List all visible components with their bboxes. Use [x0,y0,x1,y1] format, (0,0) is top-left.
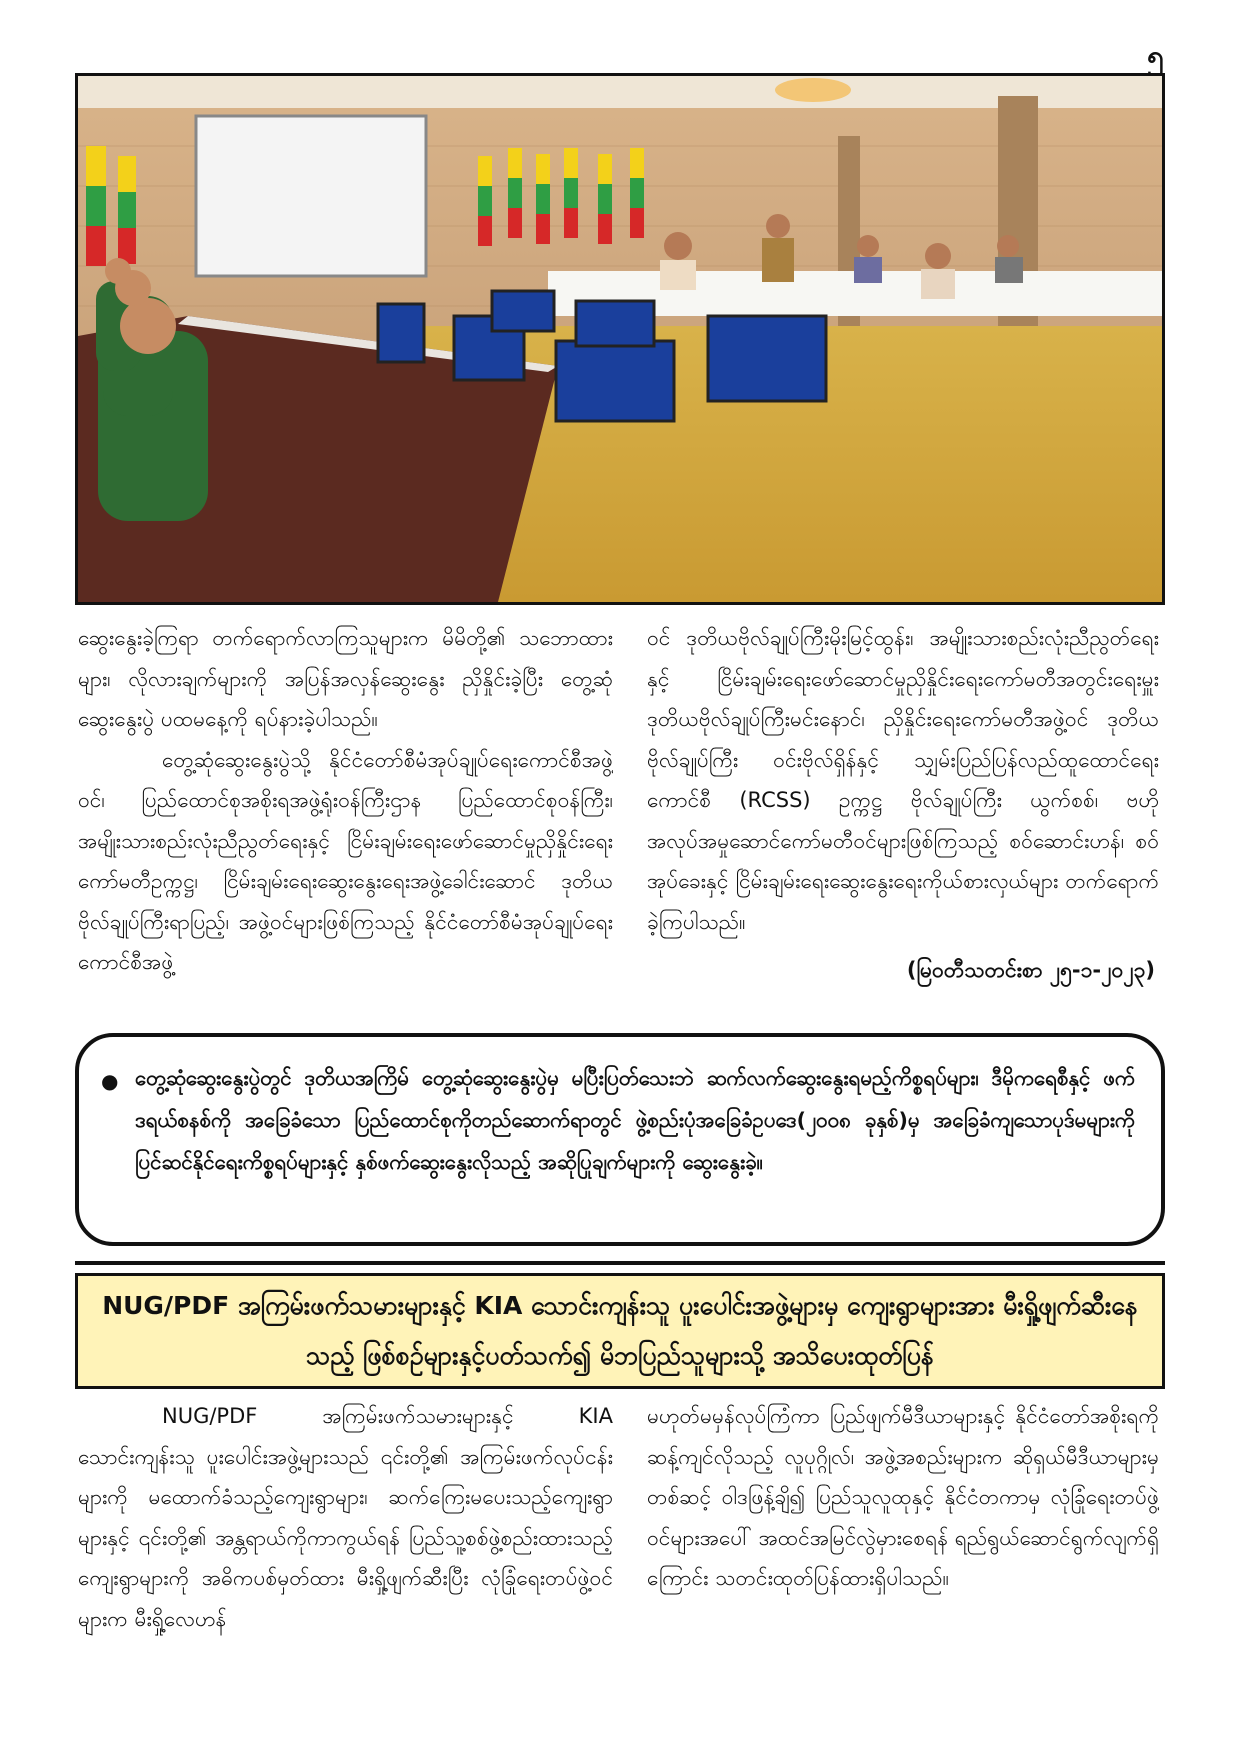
article2-left-column [78,1396,613,1726]
headline-box [75,1273,1165,1389]
article1-paragraph: ဝင် ဒုတိယဗိုလ်ချုပ်ကြီးမိုးမြင့်ထွန်း၊ အမျိုးသားစည်းလုံးညီညွတ်ရေးနှင့် ငြိမ်းချမ်းရေးဖော်ဆောင်မှုညှိနှိုင်းရေးကော်မတီအတွင်းရေးမှူး ဒုတိယဗိုလ်ချုပ်ကြီးမင်းနောင်၊ ညှိနှိုင်းရေးကော်မတီအဖွဲ့ဝင် ဒုတိယဗိုလ်ချုပ်ကြီး ဝင်းဗိုလ်ရှိန်နှင့် သျှမ်းပြည်ပြန်လည်ထူထောင်ရေးကောင်စီ (RCSS) ဥက္ကဋ္ဌ ဗိုလ်ချုပ်ကြီး ယွက်စစ်၊ ဗဟိုအလုပ်အမှုဆောင်ကော်မတီဝင်များဖြစ်ကြသည့် စဝ်ဆောင်းဟန်၊ စဝ်အုပ်ခေးနှင့် ငြိမ်းချမ်းရေးဆွေးနွေးရေးကိုယ်စားလှယ်များ တက်ရောက်ခဲ့ကြပါသည်။ [647,626,1159,934]
article2-right-column [647,1396,1159,1726]
article1-left-column [78,618,613,990]
article1-right-column [647,618,1159,948]
section-divider [75,1261,1165,1265]
article2-paragraph: NUG/PDF အကြမ်းဖက်သမားများနှင့် KIA သောင်းကျန်းသူ ပူးပေါင်းအဖွဲ့များသည် ၎င်းတို့၏ အကြမ်းဖက်လုပ်ငန်းများကို မထောက်ခံသည့်ကျေးရွာများ၊ ဆက်ကြေးမပေးသည့်ကျေးရွာများနှင့် ၎င်းတို့၏ အန္တရာယ်ကိုကာကွယ်ရန် ပြည်သူ့စစ်ဖွဲ့စည်းထားသည့်ကျေးရွာများကို အဓိကပစ်မှတ်ထား မီးရှို့ဖျက်ဆီးပြီး လုံခြုံရေးတပ်ဖွဲ့ဝင်များက မီးရှို့လေဟန် [78,1404,613,1631]
summary-box [75,1033,1165,1246]
meeting-photo [75,73,1165,605]
article1-paragraph: ဆွေးနွေးခဲ့ကြရာ တက်ရောက်လာကြသူများက မိမိတို့၏ သဘောထားများ၊ လိုလားချက်များကို အပြန်အလှန်ဆွေးနွေး ညှိနှိုင်းခဲ့ပြီး တွေ့ဆုံဆွေးနွေးပွဲ ပထမနေ့ကို ရပ်နားခဲ့ပါသည်။ [78,626,613,731]
news-source: (မြဝတီသတင်းစာ ၂၅-၁-၂၀၂၃) [906,958,1155,982]
article1-paragraph: တွေ့ဆုံဆွေးနွေးပွဲသို့ နိုင်ငံတော်စီမံအုပ်ချုပ်ရေးကောင်စီအဖွဲ့ဝင်၊ ပြည်ထောင်စုအစိုးရအဖွဲ့ရုံးဝန်ကြီးဌာန ပြည်ထောင်စုဝန်ကြီး၊ အမျိုးသားစည်းလုံးညီညွတ်ရေးနှင့် ငြိမ်းချမ်းရေးဖော်ဆောင်မှုညှိနှိုင်းရေးကော်မတီဥက္ကဋ္ဌ၊ ငြိမ်းချမ်းရေးဆွေးနွေးရေးအဖွဲ့ခေါင်းဆောင် ဒုတိယဗိုလ်ချုပ်ကြီးရာပြည့်၊ အဖွဲ့ဝင်များဖြစ်ကြသည့် နိုင်ငံတော်စီမံအုပ်ချုပ်ရေးကောင်စီအဖွဲ့ [78,747,613,974]
article2-headline: NUG/PDF အကြမ်းဖက်သမားများနှင့် KIA သောင်းကျန်းသူ ပူးပေါင်းအဖွဲ့များမှ ကျေးရွာများအား မီးရှို့ဖျက်ဆီးနေသည့် ဖြစ်စဉ်များနှင့်ပတ်သက်၍ မိဘပြည်သူများသို့ အသိပေးထုတ်ပြန် [102,1291,1138,1370]
page-number: ၅ [1147,39,1164,74]
meeting-room-photo-icon [78,76,1162,602]
summary-text: တွေ့ဆုံဆွေးနွေးပွဲတွင် ဒုတိယအကြိမ် တွေ့ဆုံဆွေးနွေးပွဲမှ မပြီးပြတ်သေးဘဲ ဆက်လက်ဆွေးနွေးရမည့်ကိစ္စရပ်များ၊ ဒီမိုကရေစီနှင့် ဖက်ဒရယ်စနစ်ကို အခြေခံသော ပြည်ထောင်စုကိုတည်ဆောက်ရာတွင် ဖွဲ့စည်းပုံအခြေခံဥပဒေ(၂၀၀၈ ခုနှစ်)မှ အခြေခံကျသောပုဒ်မများကို ပြင်ဆင်နိုင်ရေးကိစ္စရပ်များနှင့် နှစ်ဖက်ဆွေးနွေးလိုသည့် အဆိုပြုချက်များကို ဆွေးနွေးခဲ့။ [135,1066,1135,1174]
bullet-icon: ● [101,1069,119,1093]
article2-paragraph: မဟုတ်မမှန်လုပ်ကြံကာ ပြည်ဖျက်မီဒီယာများနှင့် နိုင်ငံတော်အစိုးရကို ဆန့်ကျင်လိုသည့် လူပုဂ္ဂိုလ်၊ အဖွဲ့အစည်းများက ဆိုရှယ်မီဒီယာများမှတစ်ဆင့် ဝါဒဖြန့်ချိ၍ ပြည်သူလူထုနှင့် နိုင်ငံတကာမှ လုံခြုံရေးတပ်ဖွဲ့ဝင်များအပေါ် အထင်အမြင်လွဲမှားစေရန် ရည်ရွယ်ဆောင်ရွက်လျက်ရှိကြောင်း သတင်းထုတ်ပြန်ထားရှိပါသည်။ [647,1404,1159,1590]
